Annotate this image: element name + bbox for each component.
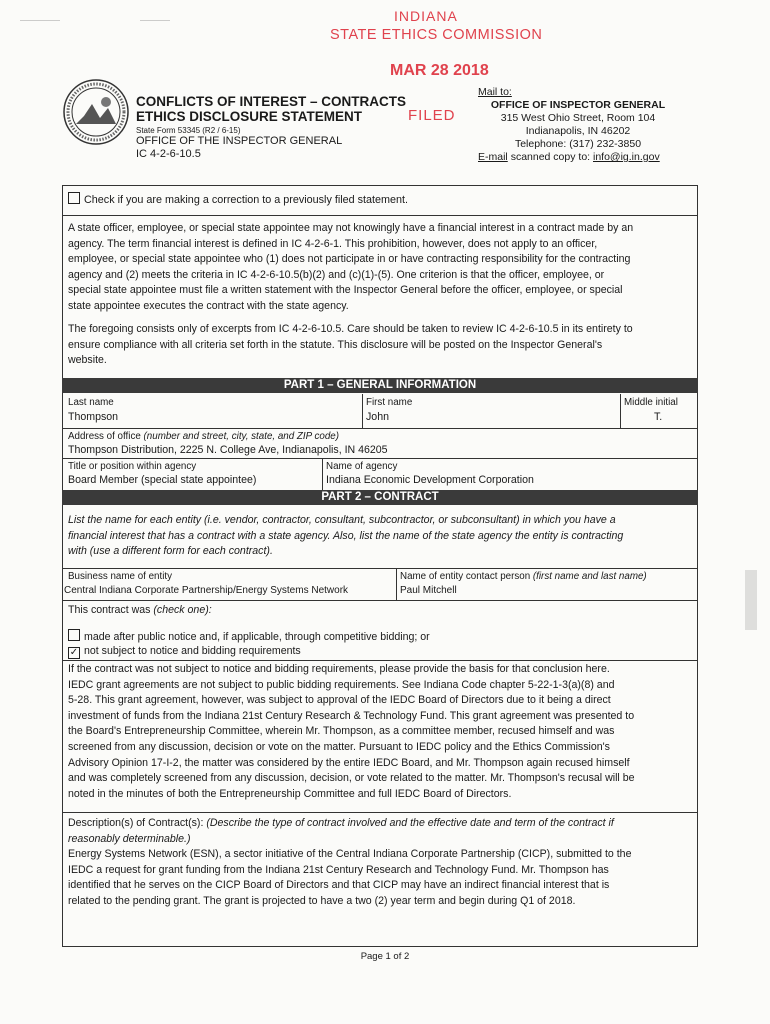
- page-number: Page 1 of 2: [360, 951, 410, 962]
- basis-line: screened from any discussion, decision or vote on the matter. Pursuant to IEDC policy and the Ethics Commission's: [68, 740, 610, 753]
- stamp-date: MAR 28 2018: [390, 62, 489, 79]
- divider: [62, 600, 698, 601]
- desc-hint-2: reasonably determinable.): [68, 832, 191, 845]
- title-position-label: Title or position within agency: [68, 461, 197, 472]
- correction-row: [68, 192, 408, 206]
- desc-label: Description(s) of Contract(s):: [68, 817, 204, 829]
- part2-instructions: [68, 513, 623, 560]
- email-text: scanned copy to:: [510, 151, 591, 163]
- agency-name-value[interactable]: Indiana Economic Development Corporation: [326, 474, 534, 486]
- part1-header: PART 1 – GENERAL INFORMATION: [62, 378, 698, 393]
- state-form-number: State Form 53345 (R2 / 6-15): [136, 126, 241, 135]
- title-position-value[interactable]: Board Member (special state appointee): [68, 474, 257, 486]
- intro-paragraph-1: [68, 221, 633, 315]
- mail-to-label: Mail to:: [478, 86, 512, 98]
- mail-line4: Telephone: (317) 232-3850: [514, 138, 642, 150]
- contact-label-text: Name of entity contact person: [400, 571, 531, 582]
- not-subject-checkbox[interactable]: ✓: [69, 647, 79, 658]
- agency-name-label: Name of agency: [326, 461, 398, 472]
- option-competitive-bidding: [68, 629, 430, 643]
- desc-line: Energy Systems Network (ESN), a sector initiative of the Central Indiana Corporate Partnership (CICP), submitted to the: [68, 848, 632, 861]
- competitive-bidding-checkbox[interactable]: [68, 629, 80, 641]
- intro-line: website.: [68, 354, 107, 367]
- business-name-label: Business name of entity: [68, 571, 173, 582]
- intro-paragraph-2: [68, 322, 633, 369]
- divider: [322, 458, 323, 490]
- desc-label-line: [68, 816, 631, 832]
- divider: [62, 215, 698, 216]
- basis-line: Advisory Opinion 17-I-2, the matter was considered by the entire IEDC Board, and Mr. Thompson again recused himself: [68, 756, 630, 769]
- intro-line: employee, or special state appointee who (1) does not participate in or have contracting responsibility for the contracting: [68, 253, 631, 266]
- check-one-hint: (check one):: [153, 604, 212, 616]
- desc-line: IEDC a request for grant funding from the Indiana 21st Century Research and Technology Fund. Mr. Thompson has: [68, 863, 609, 876]
- mail-line3: Indianapolis, IN 46202: [525, 125, 631, 137]
- email-link[interactable]: info@ig.in.gov: [593, 151, 660, 163]
- divider: [62, 568, 698, 569]
- first-name-label: First name: [366, 397, 413, 408]
- option-not-subject: [68, 645, 301, 659]
- last-name-value[interactable]: Thompson: [68, 411, 119, 423]
- basis-line: IEDC grant agreements are not subject to public bidding requirements. See Indiana Code chapter 5-22-1-3(a)(8) and: [68, 678, 615, 691]
- intro-line: agency. The term financial interest is defined in IC 4-2-6-1. This prohibition, however, does not apply to an officer,: [68, 237, 598, 250]
- form-title: CONFLICTS OF INTEREST – CONTRACTS: [136, 94, 406, 109]
- divider: [362, 394, 363, 428]
- contract-was-line: [68, 604, 212, 616]
- mail-line1: OFFICE OF INSPECTOR GENERAL: [490, 99, 666, 111]
- divider: [620, 394, 621, 428]
- basis-line: investment of funds from the Indiana 21st Century Research & Technology Fund. This grant agreement was presented to: [68, 709, 635, 722]
- intro-line: The foregoing consists only of excerpts from IC 4-2-6-10.5. Care should be taken to review IC 4-2-6-10.5 in its entirety to: [68, 323, 633, 335]
- contract-description: [68, 816, 631, 910]
- correction-label: Check if you are making a correction to a previously filed statement.: [84, 194, 409, 206]
- intro-line: state appointee executes the contract with the state agency.: [68, 299, 349, 312]
- business-name-value[interactable]: Central Indiana Corporate Partnership/Energy Systems Network: [64, 585, 349, 596]
- basis-line: and was completely screened from any discussion, decision, or vote related to the matter. Mr. Thompson's recusal will be: [68, 772, 635, 785]
- intro-line: A state officer, employee, or special state appointee may not knowingly have a financial interest in a contract made by an: [68, 222, 634, 234]
- part2-header: PART 2 – CONTRACT: [62, 490, 698, 505]
- stamp-commission: STATE ETHICS COMMISSION: [330, 27, 543, 43]
- scan-speck: [140, 20, 170, 21]
- desc-line: identified that he serves on the CICP Board of Directors and that CICP may have an indirect financial interest that is: [68, 879, 610, 892]
- last-name-label: Last name: [68, 397, 114, 408]
- mail-line2: 315 West Ohio Street, Room 104: [500, 112, 656, 124]
- option2-label: not subject to notice and bidding requirements: [84, 645, 301, 657]
- address-value[interactable]: Thompson Distribution, 2225 N. College Ave, Indianapolis, IN 46205: [68, 444, 388, 456]
- middle-initial-value[interactable]: T.: [654, 411, 663, 423]
- scan-speck: [20, 20, 60, 21]
- basis-line: 5-28. This grant agreement, however, was subject to approval of the IEDC Board of Directors due to it being a direct: [68, 694, 611, 707]
- basis-line: the Board's Entrepreneurship Committee, wherein Mr. Thompson, as a committee member, recused himself and was: [68, 725, 615, 738]
- contact-person-value[interactable]: Paul Mitchell: [400, 585, 457, 596]
- instruction-line: with (use a different form for each contract).: [68, 545, 273, 558]
- middle-initial-label: Middle initial: [624, 397, 678, 408]
- form-subtitle: ETHICS DISCLOSURE STATEMENT: [136, 109, 363, 124]
- stamp-filed: FILED: [408, 107, 456, 124]
- contact-person-label: [400, 571, 647, 582]
- first-name-value[interactable]: John: [366, 411, 389, 423]
- address-label-text: Address of office: [68, 431, 141, 442]
- stamp-agency: INDIANA: [394, 8, 458, 24]
- basis-line: If the contract was not subject to notice and bidding requirements, please provide the basis for that conclusion here.: [68, 663, 610, 675]
- statute-code: IC 4-2-6-10.5: [136, 148, 201, 160]
- scan-speck: [745, 570, 757, 630]
- intro-line: ensure compliance with all criteria set forth in the statute. This disclosure will be posted on the Inspector General's: [68, 338, 603, 351]
- divider: [396, 568, 397, 600]
- address-label: [68, 431, 339, 442]
- issuing-office: OFFICE OF THE INSPECTOR GENERAL: [136, 135, 343, 147]
- instruction-line: financial interest that has a contract with a state agency. Also, list the name of the state agency the entity is contracting: [68, 529, 624, 542]
- divider: [62, 428, 698, 429]
- email-label: E-mail: [478, 151, 508, 163]
- correction-checkbox[interactable]: [68, 192, 80, 204]
- desc-line: related to the pending grant. The grant is projected to have a two (2) year term and begin during Q1 of 2018.: [68, 894, 576, 907]
- indiana-seal-icon: [62, 78, 130, 146]
- contact-hint: (first name and last name): [532, 571, 647, 582]
- address-hint: (number and street, city, state, and ZIP code): [143, 431, 340, 442]
- desc-hint: (Describe the type of contract involved and the effective date and term of the contract if: [206, 817, 614, 829]
- contract-was-label: This contract was: [68, 604, 151, 616]
- basis-line: noted in the minutes of both the Entrepreneurship Committee and full IEDC Board of Directors.: [68, 787, 512, 800]
- divider: [62, 458, 698, 459]
- mail-email-line: [478, 151, 678, 164]
- mail-to-block: [478, 86, 678, 164]
- intro-line: agency and (2) meets the criteria in IC 4-2-6-10.5(b)(2) and (c)(1)-(5). One criterion is that the officer, employee, or: [68, 268, 605, 281]
- divider: [62, 812, 698, 813]
- divider: [62, 660, 698, 661]
- intro-line: special state appointee must file a written statement with the Inspector General before the officer, employee, or special: [68, 284, 623, 297]
- instruction-line: List the name for each entity (i.e. vendor, contractor, consultant, subcontractor, or subconsultant) in which you have a: [68, 514, 616, 526]
- bidding-basis: [68, 662, 635, 802]
- option1-label: made after public notice and, if applicable, through competitive bidding; or: [84, 631, 430, 643]
